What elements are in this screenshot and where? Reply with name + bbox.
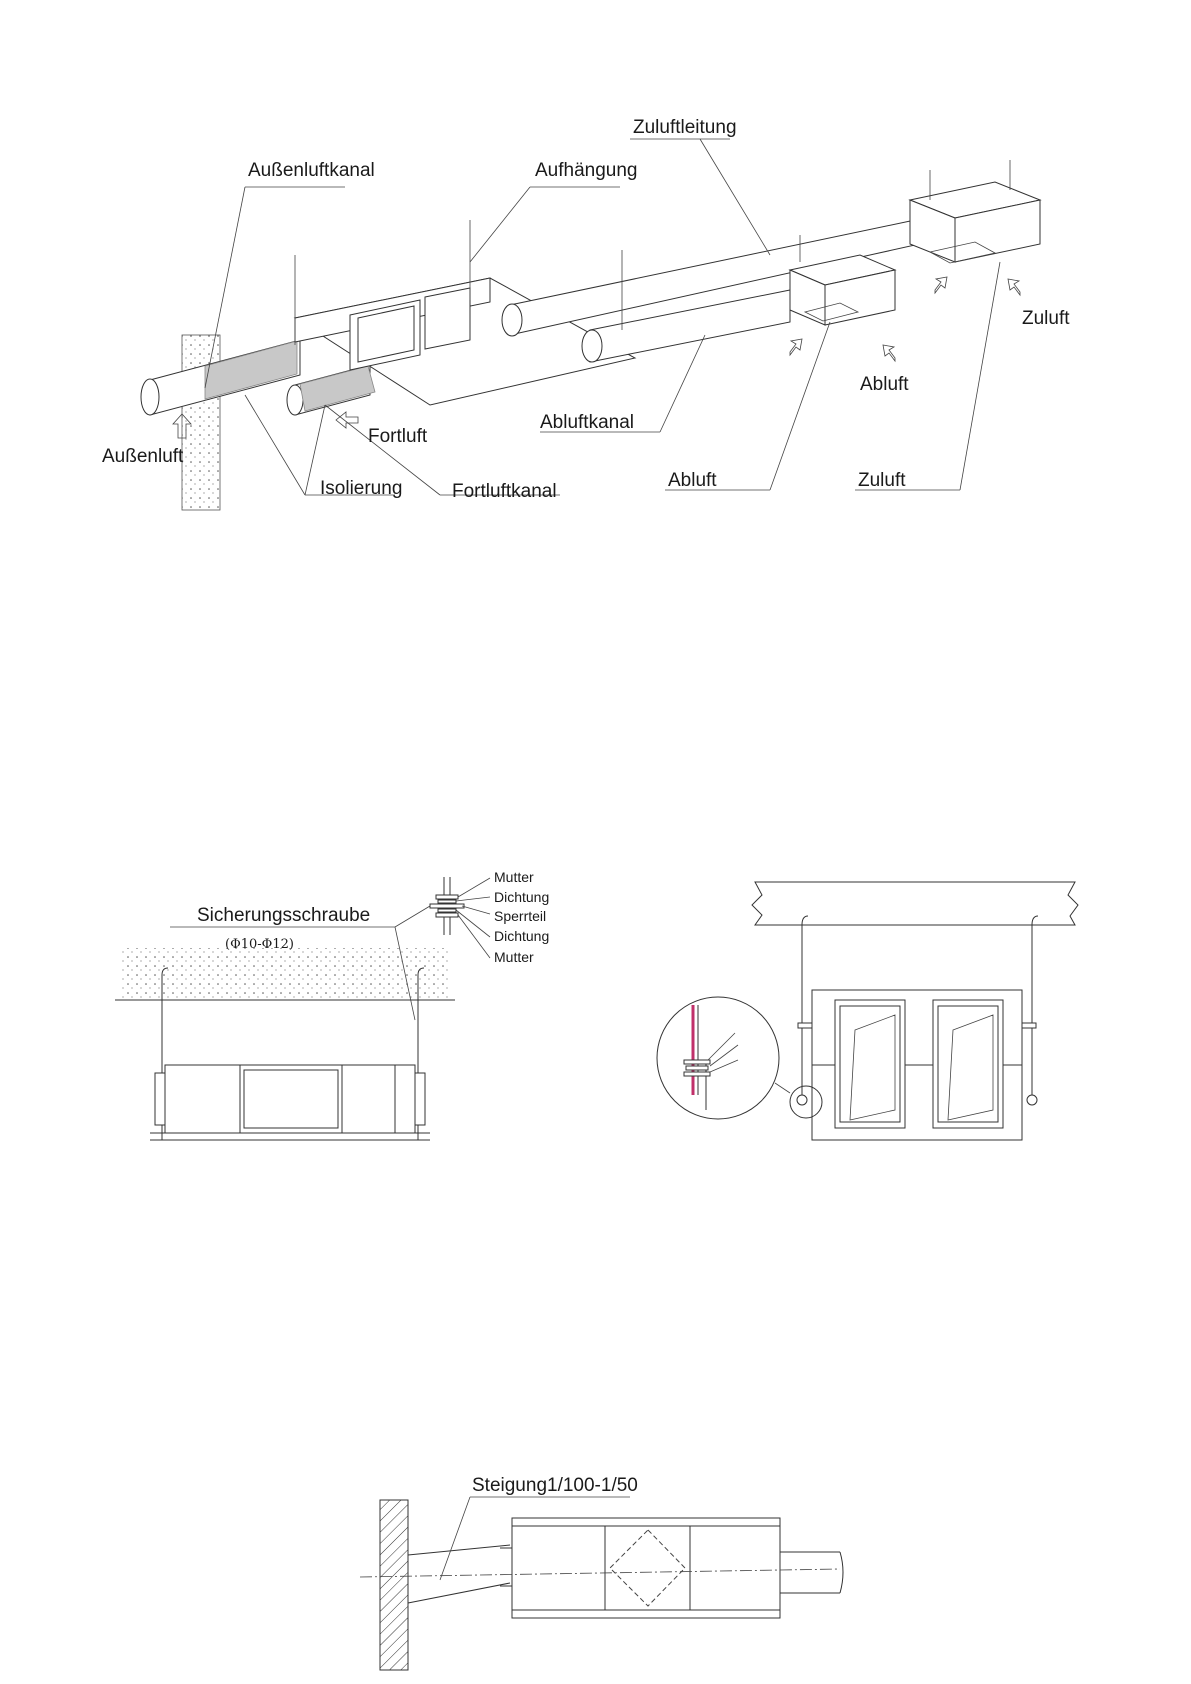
label-abluft-bottom: Abluft	[668, 470, 717, 491]
label-mutter-top: Mutter	[494, 869, 534, 885]
ceiling-slab	[120, 948, 450, 1000]
label-zuluftleitung: Zuluftleitung	[633, 117, 737, 138]
outside-wall	[182, 335, 220, 510]
label-mutter-bottom: Mutter	[494, 949, 534, 965]
wall-hatched	[380, 1500, 408, 1670]
label-aussenluftkanal: Außenluftkanal	[248, 160, 375, 181]
ventilation-system-isometric	[102, 117, 1070, 510]
label-abluft-mid: Abluft	[860, 374, 909, 395]
label-zuluft-right: Zuluft	[1022, 308, 1070, 329]
label-sperrteil: Sperrteil	[494, 908, 547, 924]
label-dichtung-bottom: Dichtung	[494, 928, 550, 944]
label-zuluft-bottom: Zuluft	[858, 470, 906, 491]
bolt-detail	[430, 877, 490, 958]
label-dichtung-top: Dichtung	[494, 889, 550, 905]
ceiling-mount-side-view	[657, 882, 1078, 1140]
label-diameter: (Φ10-Φ12)	[225, 937, 294, 952]
label-aufhaengung: Aufhängung	[535, 160, 638, 181]
outside-air-duct	[141, 340, 300, 415]
slope-installation-diagram	[360, 1475, 843, 1670]
supply-air-box	[910, 182, 1040, 263]
label-aussenluft: Außenluft	[102, 446, 184, 467]
label-sicherungsschraube: Sicherungsschraube	[197, 905, 371, 926]
ceiling-mount-front-view	[115, 869, 549, 1140]
label-fortluft: Fortluft	[368, 426, 428, 447]
label-isolierung: Isolierung	[320, 478, 403, 499]
label-steigung: Steigung1/100-1/50	[472, 1475, 638, 1496]
label-fortluftkanal: Fortluftkanal	[452, 481, 557, 502]
label-abluftkanal: Abluftkanal	[540, 412, 635, 433]
